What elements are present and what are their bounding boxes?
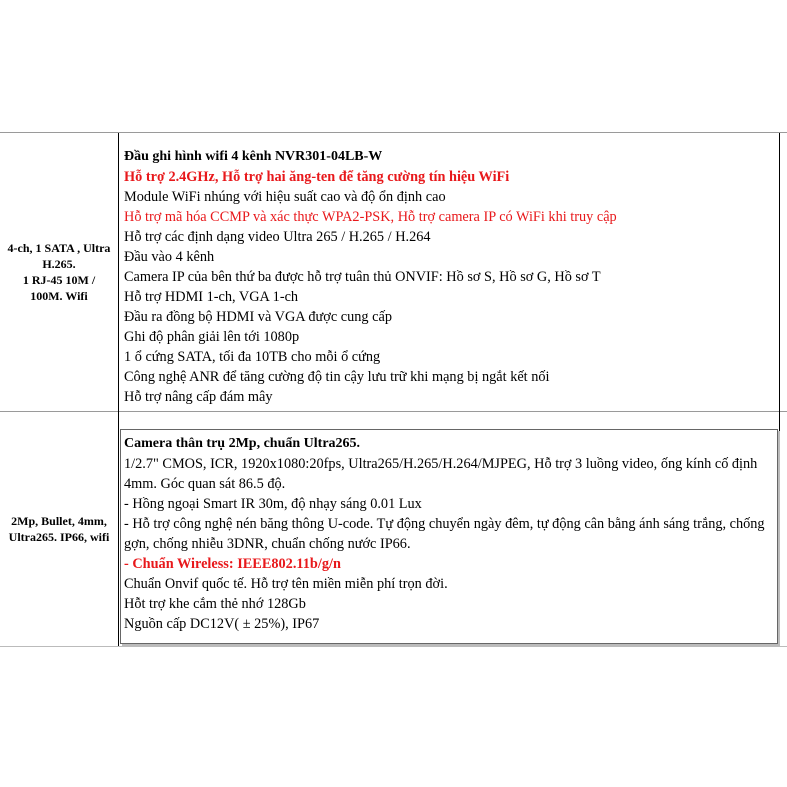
table-row-nvr [0, 133, 787, 411]
feature-line: Ghi độ phân giải lên tới 1080p [124, 329, 300, 345]
product-description-cell [124, 147, 617, 407]
feature-line: 1 ổ cứng SATA, tối đa 10TB cho mỗi ổ cứng [124, 349, 381, 365]
feature-line: Hỗ trợ 2.4GHz, Hỗ trợ hai ăng-ten để tăng cường tín hiệu WiFi [124, 169, 510, 185]
feature-line: - Hồng ngoại Smart IR 30m, độ nhạy sáng 0.01 Lux [124, 496, 422, 512]
right-border [779, 411, 780, 647]
feature-line: Đầu ra đồng bộ HDMI và VGA được cung cấp [124, 309, 392, 325]
feature-line: Camera IP của bên thứ ba được hỗ trợ tuân thủ ONVIF: Hồ sơ S, Hồ sơ G, Hồ sơ T [124, 269, 601, 285]
product-title: Đầu ghi hình wifi 4 kênh NVR301-04LB-W [124, 149, 383, 164]
product-summary-cell [0, 133, 118, 411]
summary-line: 2Mp, Bullet, 4mm, [11, 514, 107, 528]
feature-line: Nguồn cấp DC12V( ± 25%), IP67 [124, 616, 320, 632]
feature-line: Hỗ trợ nâng cấp đám mây [124, 389, 273, 405]
column-divider [118, 133, 119, 411]
summary-line: 4-ch, 1 SATA , Ultra [7, 241, 111, 255]
feature-line: Hỗ trợ mã hóa CCMP và xác thực WPA2-PSK, Hỗ trợ camera IP có WiFi khi truy cập [124, 209, 617, 225]
feature-line: - Chuẩn Wireless: IEEE802.11b/g/n [124, 556, 341, 572]
table-row-camera [0, 411, 787, 647]
summary-line: 1 RJ-45 10M / [22, 273, 96, 287]
feature-line: Hỗ trợ các định dạng video Ultra 265 / H.265 / H.264 [124, 229, 431, 245]
column-divider [118, 411, 119, 647]
feature-line: - Hỗ trợ công nghệ nén băng thông U-code. Tự động chuyển ngày đêm, tự động cân bằng ánh sáng trắng, chống gợn, chống nhiễu 3DNR, chuẩn chống nước IP66. [124, 516, 765, 552]
right-border [779, 133, 780, 411]
feature-line: Chuẩn Onvif quốc tế. Hỗ trợ tên miền miễn phí trọn đời. [124, 576, 448, 592]
product-title: Camera thân trụ 2Mp, chuẩn Ultra265. [124, 436, 361, 451]
feature-line: Hỗ trợ HDMI 1-ch, VGA 1-ch [124, 289, 299, 305]
summary-line: 100M. Wifi [30, 289, 88, 303]
feature-line: Công nghệ ANR để tăng cường độ tin cậy lưu trữ khi mạng bị ngắt kết nối [124, 369, 550, 385]
feature-line: 1/2.7" CMOS, ICR, 1920x1080:20fps, Ultra265/H.265/H.264/MJPEG, Hỗ trợ 3 luồng video, ống kính cố định 4mm. Góc quan sát 86.5 độ. [124, 456, 758, 492]
table-bottom-border [0, 646, 787, 647]
feature-line: Đầu vào 4 kênh [124, 249, 215, 265]
feature-line: Hỗt trợ khe cắm thẻ nhớ 128Gb [124, 596, 306, 612]
product-description-cell [124, 434, 774, 634]
summary-line: Ultra265. IP66, wifi [8, 530, 110, 544]
summary-line: H.265. [42, 257, 76, 271]
product-summary-cell [0, 411, 118, 647]
feature-line: Module WiFi nhúng với hiệu suất cao và độ ổn định cao [124, 189, 446, 205]
